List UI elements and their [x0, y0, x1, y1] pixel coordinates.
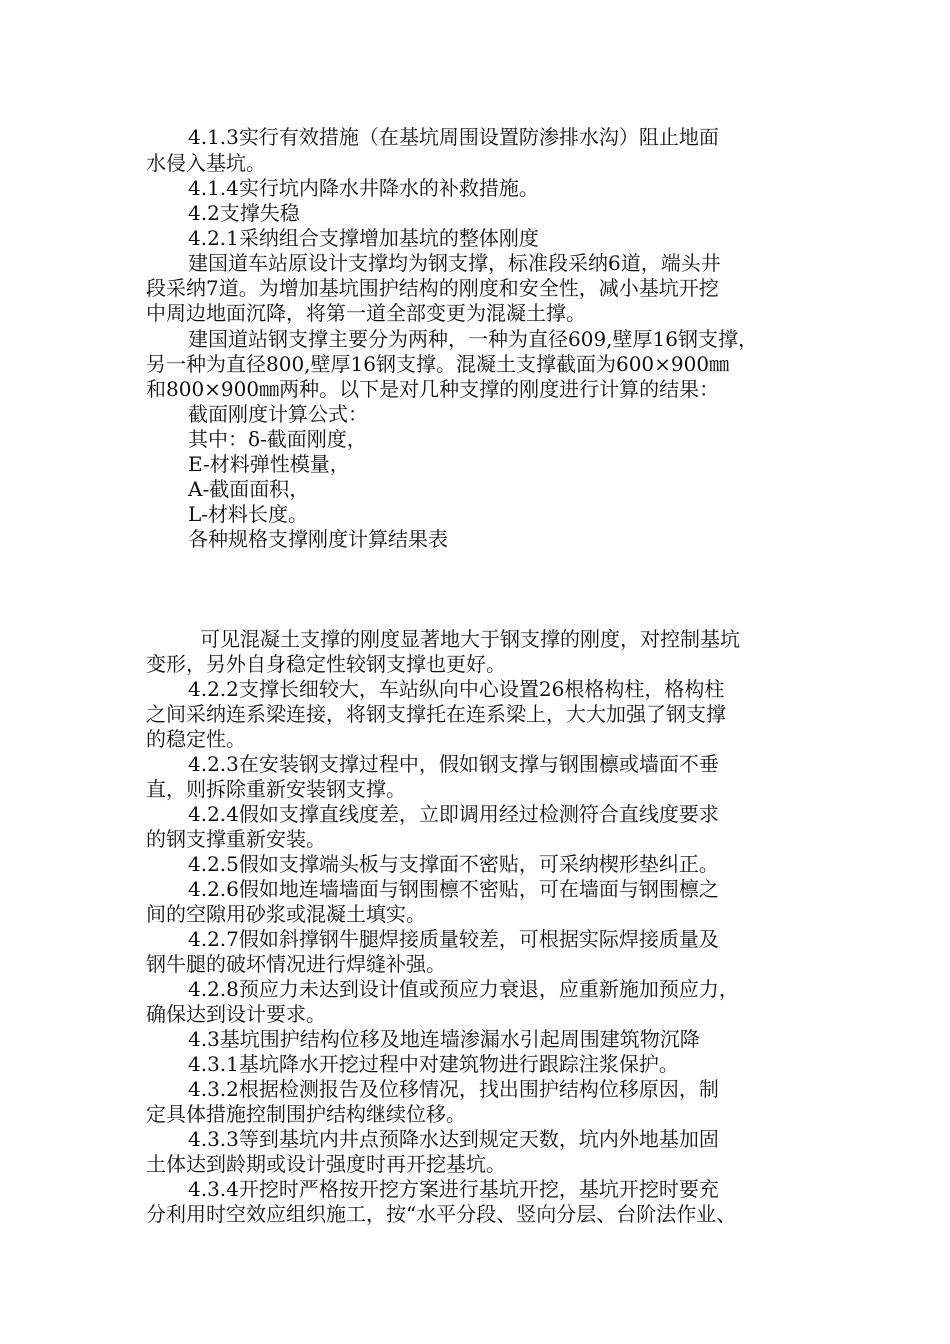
text-line: 4.2.5假如支撑端头板与支撑面不密贴，可采纳楔形垫纠正。 [188, 852, 719, 876]
text-line: 其中：δ-截面刚度， [188, 427, 367, 451]
text-line: A-截面面积， [188, 477, 310, 501]
text-line: 4.1.3实行有效措施（在基坑周围设置防渗排水沟）阻止地面 [188, 125, 719, 149]
text-line: 直，则拆除重新安装钢支撑。 [146, 777, 406, 801]
text-line: 变形，另外自身稳定性较钢支撑也更好。 [146, 652, 506, 676]
text-line: 另一种为直径800,壁厚16钢支撑。混凝土支撑截面为600×900㎜ [146, 352, 730, 376]
text-line: 的钢支撑重新安装。 [146, 827, 326, 851]
text-line: 钢牛腿的破坏情况进行焊缝补强。 [146, 952, 446, 976]
section-heading: 4.2支撑失稳 [188, 201, 300, 225]
text-line: 确保达到设计要求。 [146, 1002, 326, 1026]
text-line: 4.2.4假如支撑直线度差，立即调用经过检测符合直线度要求 [188, 802, 719, 826]
text-line: 4.3.1基坑降水开挖过程中对建筑物进行跟踪注浆保护。 [188, 1052, 679, 1076]
text-line: 段采纳7道。为增加基坑围护结构的刚度和安全性，减小基坑开挖 [146, 276, 719, 300]
table-caption: 各种规格支撑刚度计算结果表 [188, 527, 448, 551]
text-line: 建国道站钢支撑主要分为两种，一种为直径609,壁厚16钢支撑， [188, 327, 758, 351]
text-line: 土体达到龄期或设计强度时再开挖基坑。 [146, 1152, 506, 1176]
text-line: 4.2.1采纳组合支撑增加基坑的整体刚度 [188, 226, 539, 250]
text-line: 可见混凝土支撑的刚度显著地大于钢支撑的刚度，对控制基坑 [200, 627, 740, 651]
text-line: 定具体措施控制围护结构继续位移。 [146, 1102, 466, 1126]
text-line: 4.2.7假如斜撑钢牛腿焊接质量较差，可根据实际焊接质量及 [188, 927, 719, 951]
text-line: 4.3.3等到基坑内井点预降水达到规定天数，坑内外地基加固 [188, 1127, 719, 1151]
text-line: 4.2.3在安装钢支撑过程中，假如钢支撑与钢围檩或墙面不垂 [188, 752, 719, 776]
text-line: 和800×900㎜两种。以下是对几种支撑的刚度进行计算的结果： [146, 377, 720, 401]
text-line: 4.2.2支撑长细较大，车站纵向中心设置26根格构柱，格构柱 [188, 677, 725, 701]
text-line: 4.1.4实行坑内降水井降水的补救措施。 [188, 176, 539, 200]
text-line: E-材料弹性模量， [188, 452, 350, 476]
text-line: 之间采纳连系梁连接，将钢支撑托在连系梁上，大大加强了钢支撑 [146, 702, 726, 726]
text-line: 4.3.4开挖时严格按开挖方案进行基坑开挖，基坑开挖时要充 [188, 1177, 719, 1201]
text-line: 中周边地面沉降，将第一道全部变更为混凝土撑。 [146, 301, 586, 325]
text-line: 水侵入基坑。 [146, 151, 266, 175]
section-heading: 4.3基坑围护结构位移及地连墙渗漏水引起周围建筑物沉降 [188, 1027, 700, 1051]
text-line: 4.3.2根据检测报告及位移情况，找出围护结构位移原因，制 [188, 1077, 719, 1101]
text-line: 建国道车站原设计支撑均为钢支撑，标准段采纳6道，端头井 [188, 251, 721, 275]
text-line: 4.2.6假如地连墙墙面与钢围檩不密贴，可在墙面与钢围檩之 [188, 877, 719, 901]
text-line: 间的空隙用砂浆或混凝土填实。 [146, 902, 426, 926]
text-line: 截面刚度计算公式： [188, 402, 368, 426]
text-line: 分利用时空效应组织施工，按“水平分段、竖向分层、台阶法作业、 [146, 1202, 737, 1226]
text-line: L-材料长度。 [188, 502, 309, 526]
text-line: 的稳定性。 [146, 727, 246, 751]
text-line: 4.2.8预应力未达到设计值或预应力衰退，应重新施加预应力， [188, 977, 739, 1001]
